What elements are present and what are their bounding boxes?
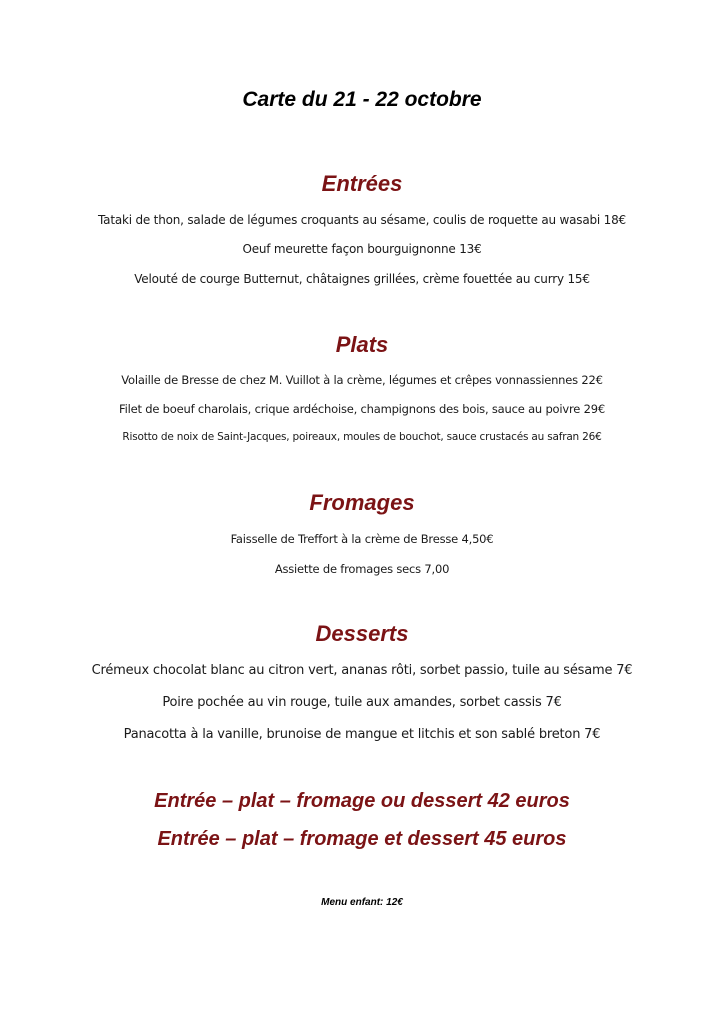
formula-price-1: Entrée – plat – fromage ou dessert 42 euros (154, 790, 570, 812)
menu-item: Risotto de noix de Saint-Jacques, poireaux, moules de bouchot, sauce crustacés au safran 26€ (122, 431, 602, 443)
section-heading-entrees: Entrées (321, 171, 403, 196)
formula-price-2: Entrée – plat – fromage et dessert 45 euros (157, 828, 567, 850)
section-heading-fromages: Fromages (309, 490, 415, 515)
menu-item: Volaille de Bresse de chez M. Vuillot à la crème, légumes et crêpes vonnassiennes 22€ (121, 373, 603, 387)
menu-item: Poire pochée au vin rouge, tuile aux amandes, sorbet cassis 7€ (162, 695, 562, 710)
menu-item: Crémeux chocolat blanc au citron vert, ananas rôti, sorbet passio, tuile au sésame 7€ (91, 663, 633, 678)
menu-item: Filet de boeuf charolais, crique ardéchoise, champignons des bois, sauce au poivre 29€ (119, 402, 605, 416)
menu-item: Tataki de thon, salade de légumes croquants au sésame, coulis de roquette au wasabi 18€ (98, 213, 626, 227)
kids-menu-price: Menu enfant: 12€ (321, 897, 403, 908)
menu-item: Faisselle de Treffort à la crème de Bresse 4,50€ (230, 532, 494, 546)
section-heading-desserts: Desserts (315, 621, 409, 646)
section-heading-plats: Plats (335, 332, 389, 357)
menu-item: Assiette de fromages secs 7,00 (274, 562, 450, 576)
menu-item: Oeuf meurette façon bourguignonne 13€ (242, 242, 482, 256)
menu-item: Panacotta à la vanille, brunoise de mangue et litchis et son sablé breton 7€ (123, 727, 601, 742)
menu-item: Velouté de courge Butternut, châtaignes grillées, crème fouettée au curry 15€ (134, 272, 590, 286)
page-title: Carte du 21 - 22 octobre (242, 88, 482, 111)
